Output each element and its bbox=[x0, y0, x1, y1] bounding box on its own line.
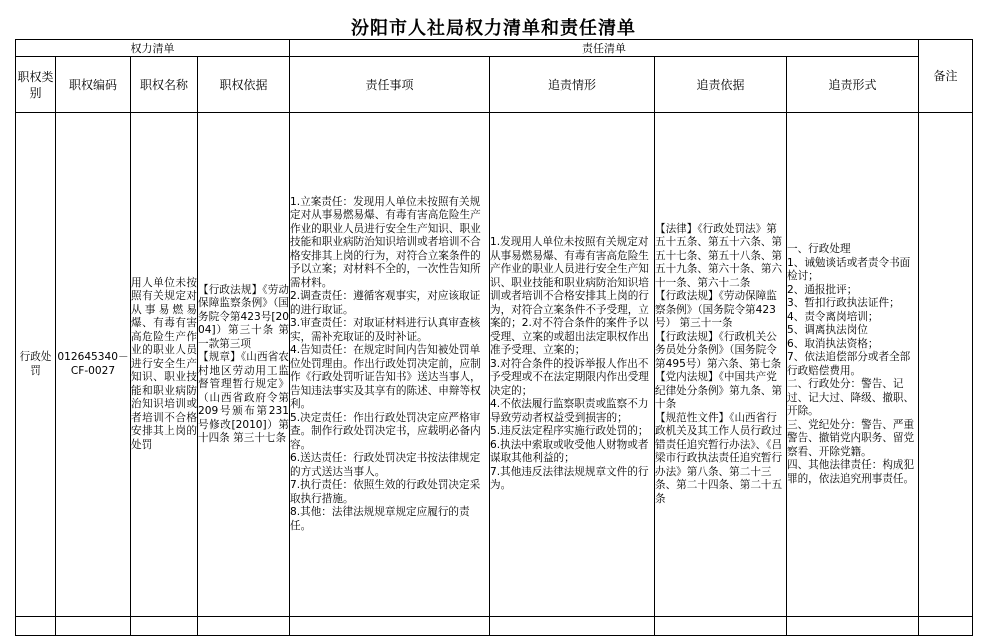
cell-basis: 【行政法规】《劳动保障监察条例》（国务院令第423号[2004]）第三十条 第一款第三项 【规章】《山西省农村地区劳动用工监督管理暂行规定》（山西省政府令第209号颁布第231号修改[2010]）第十四条 第三十七条 bbox=[198, 113, 290, 617]
empty-cell bbox=[131, 617, 198, 636]
group-header-row bbox=[16, 40, 973, 57]
empty-cell bbox=[655, 617, 787, 636]
cell-name: 用人单位未按照有关规定对从事易燃易爆、有毒有害高危险生产作业的职业人员进行安全生产知识、职业技能和职业病防治知识培训或者培训不合格安排其上岗的处罚 bbox=[131, 113, 198, 617]
cell-remarks bbox=[919, 113, 973, 617]
col-accountability-basis-header: 追责依据 bbox=[655, 57, 787, 113]
empty-cell bbox=[919, 617, 973, 636]
col-category-header: 职权类别 bbox=[16, 57, 56, 113]
table-row bbox=[16, 113, 973, 617]
empty-cell bbox=[290, 617, 490, 636]
cell-accountability-basis: 【法律】《行政处罚法》第五十五条、第五十六条、第五十七条、第五十八条、第五十九条、第六十条、第六十一条、第六十二条 【行政法规】《劳动保障监察条例》（国务院令第423号） 第三十一条 【行政法规】《行政机关公务员处分条例》（国务院令第495号）第六条、第七条 【党内法规】《中国共产党纪律处分条例》第九条、第十条 【规范性文件】《山西省行政机关及其工作人员行政过错责任追究暂行办法》、《吕梁市行政执法责任追究暂行办法》第八条、第二十三条、第二十四条、第二十五条 bbox=[655, 113, 787, 617]
col-name-header: 职权名称 bbox=[131, 57, 198, 113]
cell-accountability: 1.发现用人单位未按照有关规定对从事易燃易爆、有毒有害高危险生产作业的职业人员进行安全生产知识、职业技能和职业病防治知识培训或者培训不合格安排其上岗的行为，对符合立案条件不予受理，立案的；2.对不符合条件的案件予以受理、立案的或超出法定职权作出准予受理、立案的； 3.对符合条件的投诉举报人作出不予受理或不在法定期限内作出受理决定的； 4.不依法履行监察职责或监察不力导致劳动者权益受到损害的； 5.违反法定程序实施行政处罚的； 6.执法中索取或收受他人财物或者谋取其他利益的； 7.其他违反法律法规规章文件的行为。 bbox=[490, 113, 655, 617]
group-power-header: 权力清单 bbox=[16, 40, 290, 57]
cell-code: 012645340－CF-0027 bbox=[56, 113, 131, 617]
column-header-row bbox=[16, 57, 973, 113]
page-title: 汾阳市人社局权力清单和责任清单 bbox=[351, 18, 636, 39]
empty-cell bbox=[198, 617, 290, 636]
col-accountability-form-header: 追责形式 bbox=[787, 57, 919, 113]
empty-cell bbox=[787, 617, 919, 636]
col-basis-header: 职权依据 bbox=[198, 57, 290, 113]
group-responsibility-header: 责任清单 bbox=[290, 40, 919, 57]
empty-cell bbox=[16, 617, 56, 636]
col-remarks-header: 备注 bbox=[919, 40, 973, 113]
cell-category: 行政处罚 bbox=[16, 113, 56, 617]
col-accountability-header: 追责情形 bbox=[490, 57, 655, 113]
responsibility-table bbox=[15, 39, 973, 636]
empty-row bbox=[16, 617, 973, 636]
document-sheet bbox=[15, 15, 972, 615]
col-code-header: 职权编码 bbox=[56, 57, 131, 113]
cell-accountability-form: 一、行政处理 1、诫勉谈话或者责令书面检讨； 2、通报批评； 3、暂扣行政执法证件； 4、责令离岗培训； 5、调离执法岗位 6、取消执法资格； 7、依法追偿部分或者全部行政赔偿费用。 二、行政处分：警告、记过、记大过、降级、撤职、开除。 三、党纪处分：警告、严重警告、撤销党内职务、留党察看、开除党籍。 四、其他法律责任：构成犯罪的，依法追究刑事责任。 bbox=[787, 113, 919, 617]
cell-duties: 1.立案责任：发现用人单位未按照有关规定对从事易燃易爆、有毒有害高危险生产作业的职业人员进行安全生产知识、职业技能和职业病防治知识培训或者培训不合格安排其上岗的行为，对符合立案条件的予以立案；对材料不全的，一次性告知所需材料。 2.调查责任：遵循客观事实，对应该取证的进行取证。 3.审查责任：对取证材料进行认真审查核实，需补充取证的及时补证。 4.告知责任：在规定时间内告知被处罚单位处罚理由。作出行政处罚决定前，应制作《行政处罚听证告知书》送达当事人，告知违法事实及其享有的陈述、申辩等权利。 5.决定责任：作出行政处罚决定应严格审查。制作行政处罚决定书，应载明必备内容。 6.送达责任：行政处罚决定书按法律规定的方式送达当事人。 7.执行责任：依照生效的行政处罚决定采取执行措施。 8.其他：法律法规规章规定应履行的责任。 bbox=[290, 113, 490, 617]
col-duties-header: 责任事项 bbox=[290, 57, 490, 113]
empty-cell bbox=[56, 617, 131, 636]
empty-cell bbox=[490, 617, 655, 636]
